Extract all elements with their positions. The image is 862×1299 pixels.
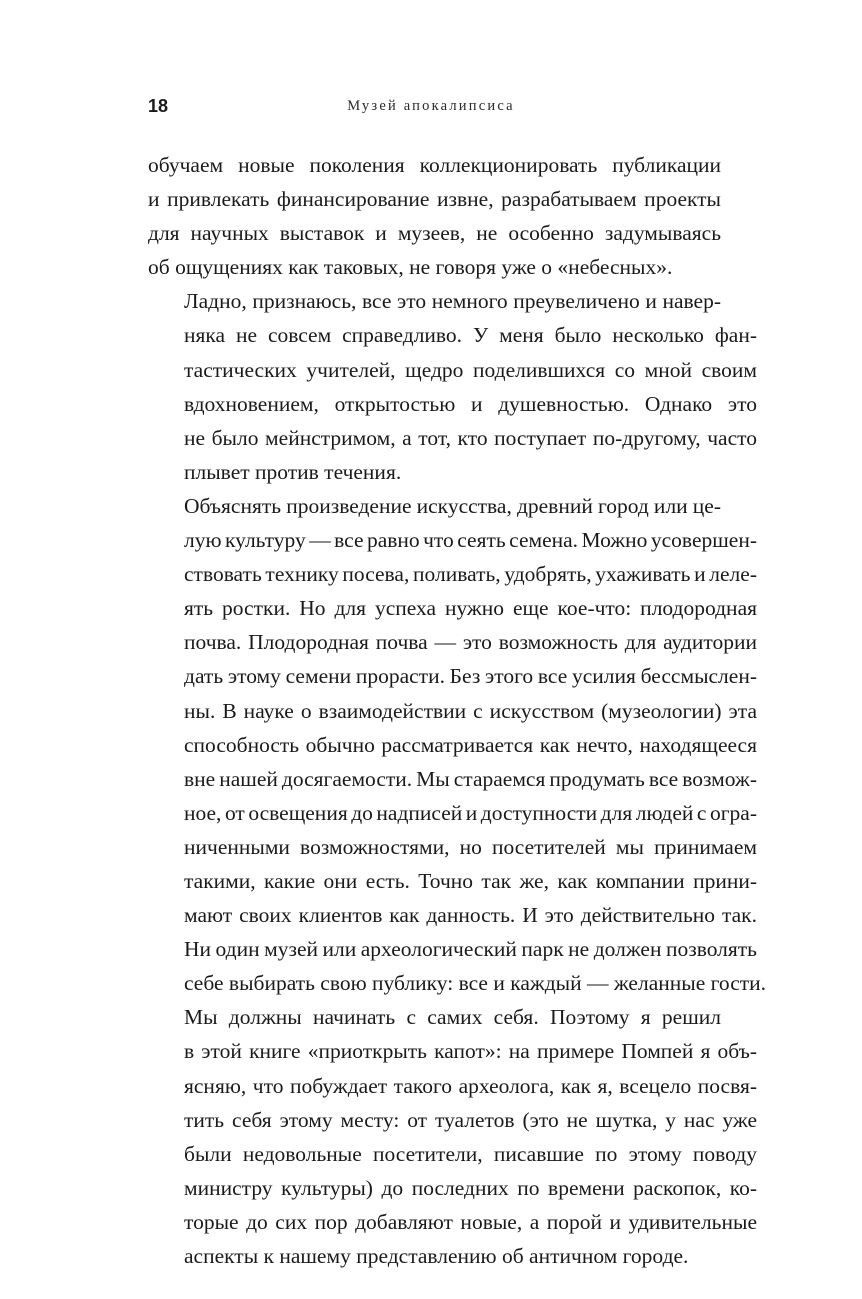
text-line: были недовольные посетители, писавшие по этому поводу (184, 1141, 757, 1166)
text-line: Мы должны начинать с самих себя. Поэтому я решил (184, 1005, 721, 1030)
text-line: няка не совсем справедливо. У меня было несколько фан- (184, 323, 757, 348)
text-line: обучаем новые поколения коллекционировать публикации (148, 153, 721, 177)
body-text (148, 148, 767, 1273)
text-line: мают своих клиентов как данность. И это действительно так. (184, 903, 757, 928)
text-line: для научных выставок и музеев, не особенно задумываясь (148, 221, 721, 246)
text-line: министру культуры) до последних по времени раскопок, ко- (184, 1175, 757, 1200)
text-line: такими, какие они есть. Точно так же, как компании прини- (184, 868, 757, 893)
text-line: вне нашей досягаемости. Мы стараемся продумать все возмож- (184, 766, 757, 791)
paragraph (148, 1000, 757, 1273)
text-line: дать этому семени прорасти. Без этого все усилия бессмыслен- (184, 664, 757, 689)
text-line: об ощущениях как таковых, не говоря уже о «небесных». (148, 255, 673, 280)
text-line: способность обычно рассматривается как нечто, находящееся (184, 732, 757, 757)
paragraph (148, 284, 757, 489)
text-line: Ладно, признаюсь, все это немного преувеличено и навер- (184, 289, 721, 314)
text-line: ствовать технику посева, поливать, удобрять, ухаживать и леле- (184, 562, 757, 587)
paragraph (148, 148, 721, 284)
text-line: аспекты к нашему представлению об античном городе. (184, 1244, 689, 1268)
text-line: Объяснять произведение искусства, древний город или це- (184, 493, 721, 518)
text-line: ниченными возможностями, но посетителей мы принимаем (184, 834, 757, 859)
book-title: Музей апокалипсиса (347, 98, 515, 114)
text-line: Ни один музей или археологический парк не должен позволять (184, 937, 757, 962)
text-line: тастических учителей, щедро поделившихся со мной своим (184, 357, 757, 382)
paragraph (148, 489, 767, 1000)
text-line: ное, от освещения до надписей и доступности для людей с огра- (184, 800, 757, 825)
text-line: ясняю, что побуждает такого археолога, как я, всецело посвя- (184, 1073, 757, 1098)
text-line: себе выбирать свою публику: все и каждый — желанные гости. (184, 971, 767, 996)
text-line: почва. Плодородная почва — это возможность для аудитории (184, 630, 757, 655)
running-head (148, 92, 714, 120)
text-line: в этой книге «приоткрыть капот»: на примере Помпей я объ- (184, 1039, 757, 1064)
text-line: торые до сих пор добавляют новые, а порой и удивительные (184, 1209, 757, 1234)
page-number: 18 (148, 96, 169, 116)
text-line: не было мейнстримом, а тот, кто поступает по-другому, часто (184, 425, 757, 450)
text-line: и привлекать финансирование извне, разрабатываем проекты (148, 187, 721, 212)
text-line: лую культуру — все равно что сеять семена. Можно усовершен- (184, 528, 757, 553)
text-line: вдохновением, открытостью и душевностью. Однако это (184, 391, 757, 416)
text-line: тить себя этому месту: от туалетов (это не шутка, у нас уже (184, 1107, 757, 1132)
text-line: ять ростки. Но для успеха нужно еще кое-что: плодородная (184, 596, 757, 621)
text-line: плывет против течения. (184, 459, 402, 484)
text-line: ны. В науке о взаимодействии с искусством (музеологии) эта (184, 698, 757, 723)
